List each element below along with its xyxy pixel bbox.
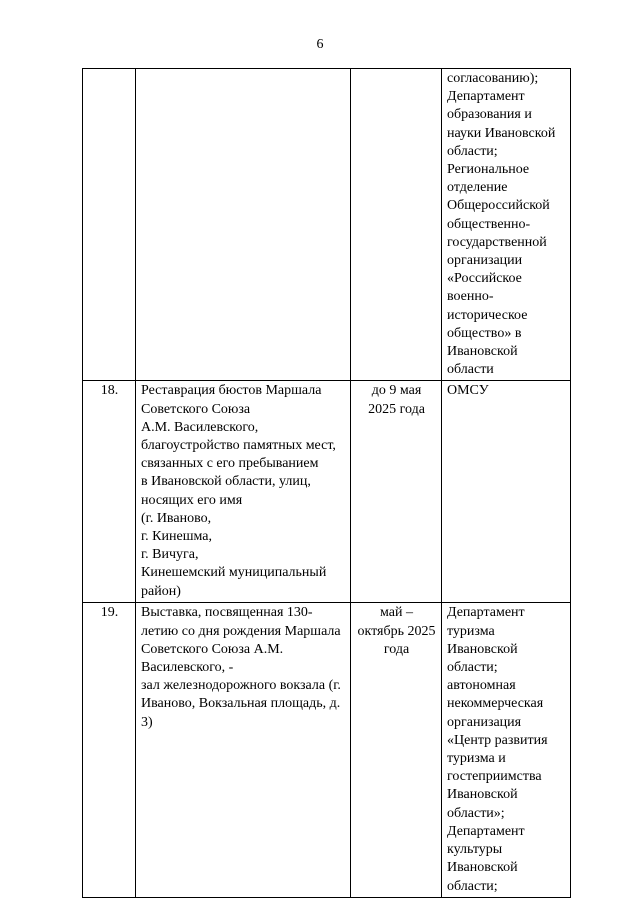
events-table: [82, 68, 571, 898]
event-cell: [136, 69, 351, 381]
date-cell: [351, 69, 442, 381]
row-number-cell: 19.: [83, 603, 136, 897]
table-row: [83, 381, 571, 603]
event-cell: Выставка, посвященная 130-летию со дня рождения Маршала Советского Союза А.М. Василевского, - зал железнодорожного вокзала (г. Иваново, Вокзальная площадь, д. 3): [136, 603, 351, 897]
event-cell: Реставрация бюстов Маршала Советского Союза А.М. Василевского, благоустройство памятных мест, связанных с его пребыванием в Ивановской области, улиц, носящих его имя (г. Иваново, г. Кинешма, г. Вичуга, Кинешемский муниципальный район): [136, 381, 351, 603]
row-number-cell: [83, 69, 136, 381]
row-number-cell: 18.: [83, 381, 136, 603]
table-row: [83, 69, 571, 381]
responsible-cell: Департамент туризма Ивановской области; автономная некоммерческая организация «Центр развития туризма и гостеприимства Ивановской области»; Департамент культуры Ивановской области;: [442, 603, 571, 897]
date-cell: до 9 мая 2025 года: [351, 381, 442, 603]
table-row: [83, 603, 571, 897]
page-number: 6: [316, 37, 324, 52]
date-cell: май – октябрь 2025 года: [351, 603, 442, 897]
responsible-cell: согласованию); Департамент образования и науки Ивановской области; Региональное отделение Общероссийской общественно-государственной организации «Российское военно-историческое общество» в Ивановской области: [442, 69, 571, 381]
responsible-cell: ОМСУ: [442, 381, 571, 603]
